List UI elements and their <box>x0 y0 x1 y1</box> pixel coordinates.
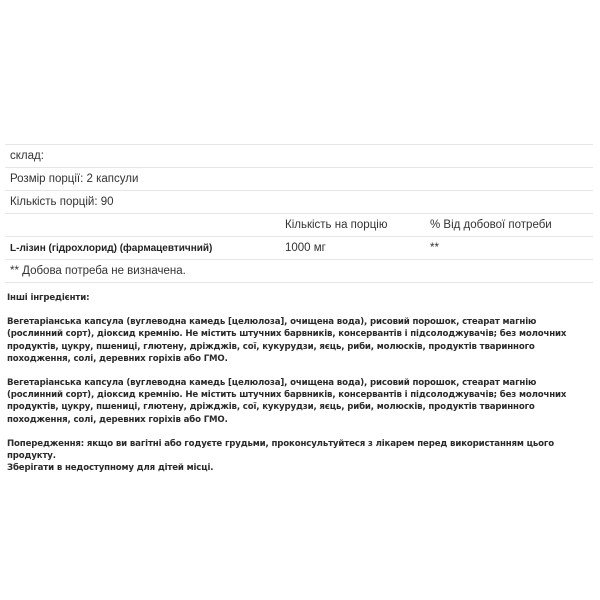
servings-per-container: Кількість порцій: 90 <box>5 191 593 214</box>
table-row <box>5 260 593 283</box>
other-ingredients-paragraph: Вегетаріанська капсула (вуглеводна камедь [целюлоза], очищена вода), рисовий порошок, стеарат магнію (рослинний сорт), діоксид кремнію. Не містить штучних барвників, консервантів і підсолоджувачів; без молочних продуктів, цукру, пшениці, глютену, дріжджів, сої, кукурудзи, яєць, риби, молюсків, продуктів тваринного походження, солі, деревних горіхів або ГМО. <box>7 378 567 425</box>
column-header-daily-value: % Від добової потреби <box>425 214 593 237</box>
supplement-facts-table <box>5 144 593 283</box>
facts-heading: склад: <box>5 145 593 168</box>
warning-line-1: Попередження: якщо ви вагітні або годуєте грудьми, проконсультуйтеся з лікарем перед використанням цього продукту. <box>7 438 554 462</box>
warning-line-2: Зберігати в недоступному для дітей місці. <box>7 463 214 474</box>
footnote: ** Добова потреба не визначена. <box>5 260 593 283</box>
table-row <box>5 237 593 260</box>
table-row <box>5 191 593 214</box>
other-ingredients-section <box>7 292 592 486</box>
ingredient-amount: 1000 мг <box>280 237 425 260</box>
column-header-amount: Кількість на порцію <box>280 214 425 237</box>
ingredient-daily-value: ** <box>425 237 593 260</box>
serving-size: Розмір порції: 2 капсули <box>5 168 593 191</box>
other-ingredients-paragraph: Вегетаріанська капсула (вуглеводна камедь [целюлоза], очищена вода), рисовий порошок, стеарат магнію (рослинний сорт), діоксид кремнію. Не містить штучних барвників, консервантів і підсолоджувачів; без молочних продуктів, цукру, пшениці, глютену, дріжджів, сої, кукурудзи, яєць, риби, молюсків, продуктів тваринного походження, солі, деревних горіхів або ГМО. <box>7 317 567 364</box>
column-header-ingredient <box>5 214 280 237</box>
table-row <box>5 145 593 168</box>
table-row <box>5 168 593 191</box>
warning-text <box>7 438 592 475</box>
other-ingredients-heading: Інші інгредієнти: <box>7 293 90 303</box>
table-header-row <box>5 214 593 237</box>
ingredient-name: L-лізин (гідрохлорид) (фармацевтичний) <box>5 237 280 260</box>
